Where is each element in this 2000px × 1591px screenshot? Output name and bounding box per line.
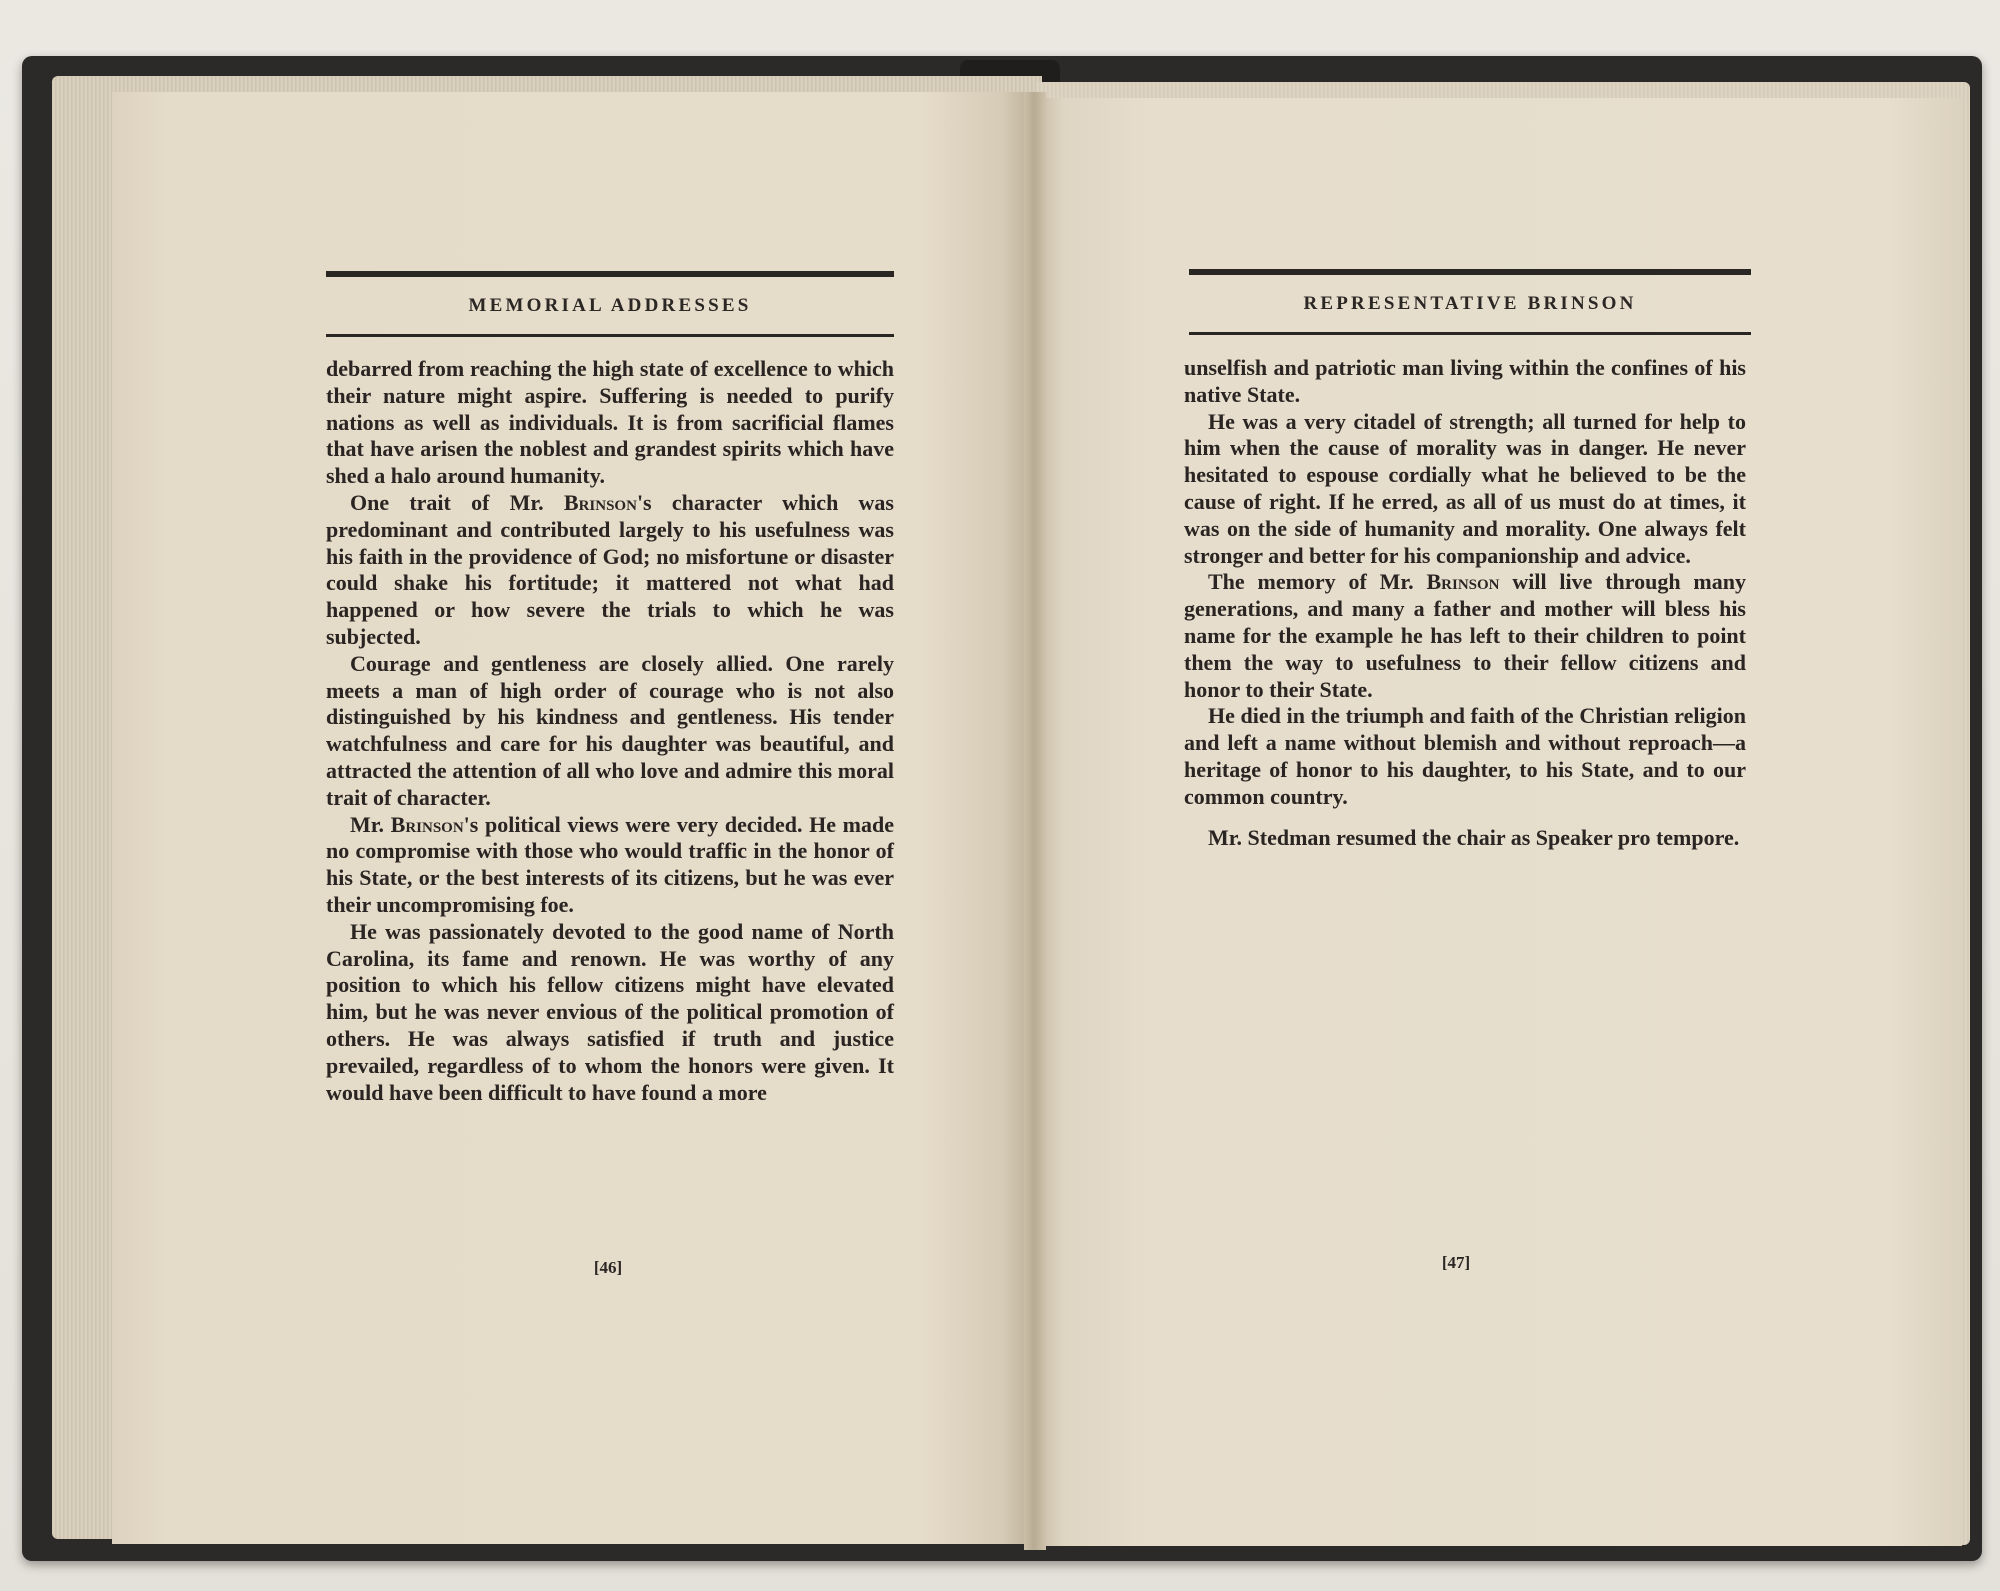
- left-paragraph-2: One trait of Mr. Brinson's character which was predominant and contributed largely to his usefulness was his faith in the providence of God; no misfortune or disaster could shake his fortitude; it mattered not what had happened or how severe the trials to which he was subjected.: [326, 489, 894, 649]
- right-running-head: REPRESENTATIVE BRINSON: [1303, 293, 1637, 314]
- right-page-number: [47]: [1441, 1253, 1471, 1272]
- right-paragraph-1: unselfish and patriotic man living within the confines of his native State.: [1184, 355, 1746, 407]
- header-rule-thin: [326, 334, 894, 337]
- left-running-head: MEMORIAL ADDRESSES: [468, 295, 752, 316]
- brinson-name: Brinson: [1426, 569, 1500, 595]
- right-paragraph-4: He died in the triumph and faith of the Christian religion and left a name without blemish and without reproach—a heritage of honor to his daughter, to his State, and to our common country.: [1184, 703, 1746, 809]
- book-gutter: [1024, 92, 1046, 1550]
- left-text-block: [326, 356, 894, 1106]
- brinson-name: Brinson: [390, 811, 464, 837]
- header-rule-thin: [1189, 332, 1751, 335]
- right-paragraph-5: Mr. Stedman resumed the chair as Speaker pro tempore.: [1208, 824, 1740, 850]
- right-text-block: [1184, 355, 1746, 851]
- left-paragraph-4: Mr. Brinson's political views were very decided. He made no compromise with those who would traffic in the honor of his State, or the best interests of its citizens, but he was ever their uncompromising foe.: [326, 811, 894, 917]
- header-rule-thick: [326, 271, 894, 277]
- brinson-name: Brinson: [563, 489, 637, 515]
- left-paragraph-3: Courage and gentleness are closely allied. One rarely meets a man of high order of courage who is not also distinguished by his kindness and gentleness. His tender watchfulness and care for his daughter was beautiful, and attracted the attention of all who love and admire this moral trait of character.: [326, 650, 894, 810]
- left-running-header: [326, 271, 894, 337]
- left-paragraph-1: debarred from reaching the high state of excellence to which their nature might aspire. Suffering is needed to purify nations as well as individuals. It is from sacrificial flames that have arisen the noblest and grandest spirits which have shed a halo around humanity.: [326, 356, 894, 489]
- right-paragraph-3: The memory of Mr. Brinson will live through many generations, and many a father and mother will bless his name for the example he has left to their children to point them the way to usefulness to their fellow citizens and honor to their State.: [1184, 569, 1746, 702]
- left-page-number: [46]: [593, 1258, 623, 1277]
- right-running-header: [1189, 269, 1751, 335]
- left-paragraph-5: He was passionately devoted to the good name of North Carolina, its fame and renown. He was worthy of any position to which his fellow citizens might have elevated him, but he was never envious of the political promotion of others. He was always satisfied if truth and justice prevailed, regardless of to whom the honors were given. It would have been difficult to have found a more: [326, 918, 894, 1105]
- right-paragraph-2: He was a very citadel of strength; all turned for help to him when the cause of morality was in danger. He never hesitated to espouse cordially what he believed to be the cause of right. If he erred, as all of us must do at times, it was on the side of humanity and morality. One always felt stronger and better for his companionship and advice.: [1184, 408, 1746, 568]
- header-rule-thick: [1189, 269, 1751, 275]
